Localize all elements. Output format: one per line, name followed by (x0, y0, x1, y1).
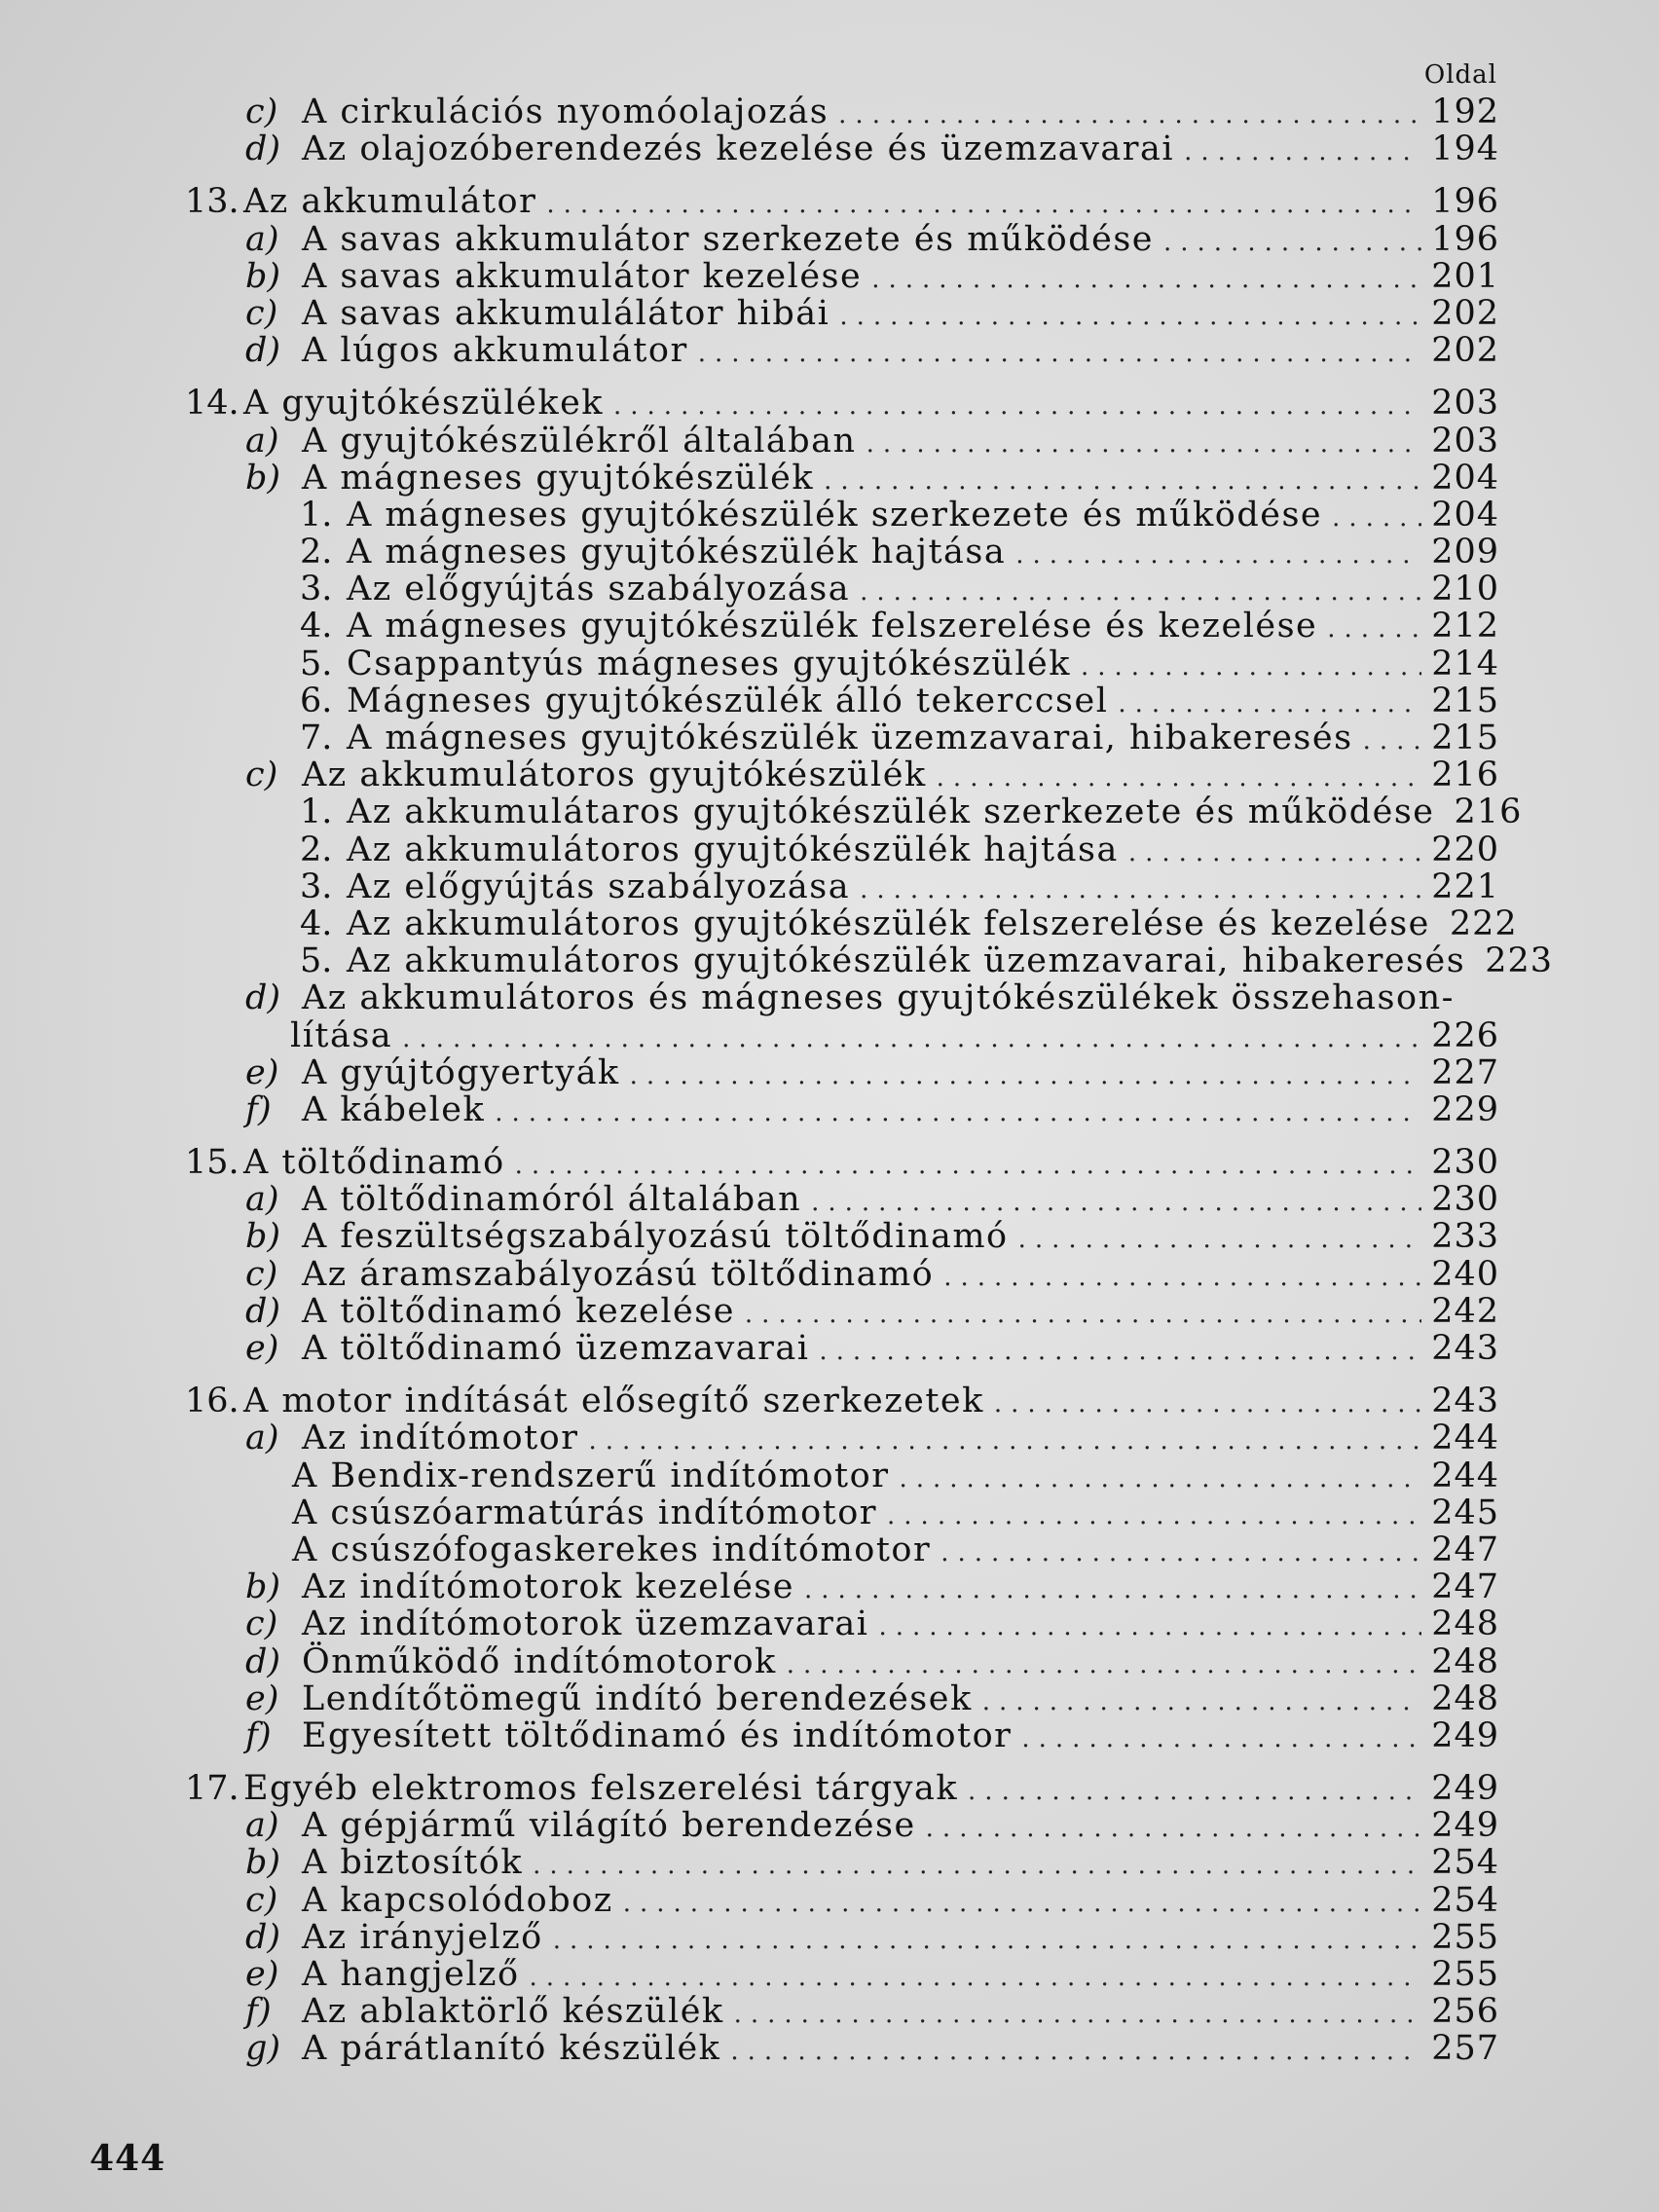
entry-title: Mágneses gyujtókészülék álló tekerccsel (347, 681, 1109, 720)
toc-chapter (166, 183, 1499, 220)
toc-entry (166, 1956, 1499, 1993)
toc-entry (166, 1643, 1499, 1680)
dot-leader (1128, 834, 1421, 871)
toc-entry (166, 1993, 1499, 2030)
entry-label: e) (245, 1329, 279, 1368)
entry-title: A mágneses gyujtókészülék (302, 458, 815, 498)
chapter-number: 14. (185, 384, 240, 424)
toc-entry (166, 571, 1499, 608)
toc-entry (166, 460, 1499, 497)
toc-entry (166, 682, 1499, 719)
toc-entry (166, 1807, 1499, 1844)
dot-leader (1184, 133, 1421, 170)
entry-label: 5. (300, 941, 333, 981)
entry-title: Az akkumulátaros gyujtókészülék szerkezete és működése (347, 793, 1435, 832)
dot-leader (937, 759, 1422, 796)
entry-page-number: 204 (1431, 495, 1499, 535)
entry-label: 4. (300, 903, 333, 943)
entry-title: A savas akkumulátor kezelése (302, 256, 863, 296)
toc-entry (166, 258, 1499, 295)
entry-page-number: 214 (1431, 644, 1499, 683)
entry-page-number: 201 (1431, 256, 1499, 296)
entry-page-number: 247 (1431, 1567, 1499, 1607)
dot-leader (1163, 224, 1421, 261)
dot-leader (495, 1094, 1421, 1131)
entry-title: A mágneses gyujtókészülék szerkezete és működése (347, 495, 1323, 535)
entry-label: d) (245, 1291, 281, 1331)
entry-title: A csúszófogaskerekes indítómotor (292, 1530, 932, 1569)
toc-entry (166, 332, 1499, 369)
entry-title: A gyujtókészülékről általában (302, 421, 857, 461)
entry-label: c) (245, 1254, 278, 1294)
toc-entry (166, 93, 1499, 130)
entry-page-number: 248 (1431, 1641, 1499, 1681)
dot-leader (926, 1810, 1422, 1847)
dot-leader (994, 1385, 1421, 1422)
dot-leader (871, 261, 1421, 298)
dot-leader (730, 2033, 1421, 2070)
entry-title: A savas akkumulálátor hibái (302, 293, 830, 333)
dot-leader (546, 186, 1421, 223)
toc-chapter (166, 385, 1499, 422)
toc-entry (166, 1256, 1499, 1293)
entry-label: 6. (300, 681, 333, 720)
dot-leader (553, 1922, 1421, 1959)
entry-page-number: 245 (1431, 1493, 1499, 1532)
toc-entry (166, 423, 1499, 460)
entry-label: e) (245, 1052, 279, 1092)
entry-title: Az indítómotor (302, 1419, 579, 1458)
entry-label: 2. (300, 533, 333, 572)
entry-label: b) (245, 1217, 281, 1257)
entry-title: A töltődinamó kezelése (302, 1291, 735, 1331)
dot-leader (878, 1608, 1421, 1645)
entry-page-number: 242 (1431, 1291, 1499, 1331)
entry-page-number: 202 (1431, 293, 1499, 333)
dot-leader (515, 1147, 1422, 1184)
chapter-number: 13. (185, 182, 240, 222)
entry-page-number: 254 (1431, 1880, 1499, 1920)
toc-entry (166, 1919, 1499, 1956)
toc-entry (166, 1531, 1499, 1568)
entry-label: 3. (300, 570, 333, 609)
entry-title: Lendítőtömegű indító berendezések (302, 1678, 973, 1718)
entry-page-number: 202 (1431, 331, 1499, 371)
entry-label: a) (245, 1180, 279, 1220)
dot-leader (734, 1996, 1422, 2033)
dot-leader (402, 1020, 1421, 1057)
entry-label: c) (245, 1880, 278, 1920)
entry-title: A kapcsolódoboz (302, 1880, 613, 1920)
entry-title: A töltődinamó (243, 1143, 505, 1183)
dot-leader (1327, 610, 1421, 647)
dot-leader (533, 1847, 1421, 1884)
entry-label: 2. (300, 830, 333, 869)
page-column-label: Oldal (1423, 60, 1497, 90)
entry-label: d) (245, 331, 281, 371)
entry-page-number: 240 (1431, 1254, 1499, 1294)
dot-leader (623, 1885, 1422, 1922)
toc-entry (166, 1680, 1499, 1717)
entry-page-number: 210 (1431, 570, 1499, 609)
entry-page-number: 227 (1431, 1052, 1499, 1092)
entry-page-number: 220 (1431, 830, 1499, 869)
entry-page-number: 248 (1431, 1604, 1499, 1644)
entry-label: 1. (300, 495, 333, 535)
dot-leader (824, 462, 1421, 499)
entry-label: a) (245, 1806, 279, 1846)
entry-label: d) (245, 978, 281, 1018)
toc-entry (166, 1457, 1499, 1494)
dot-leader (819, 1333, 1421, 1370)
toc-entry (166, 793, 1523, 832)
dot-leader (860, 871, 1421, 908)
dot-leader (866, 425, 1422, 462)
toc-chapter (166, 1382, 1499, 1419)
toc-entry (166, 295, 1499, 332)
entry-title: Az akkumulátor (243, 182, 537, 222)
entry-title: A töltődinamó üzemzavarai (302, 1329, 810, 1368)
entry-label: b) (245, 1843, 281, 1883)
entry-label: b) (245, 1567, 281, 1607)
entry-label: f) (245, 1992, 272, 2032)
entry-title: Egyéb elektromos felszerelési tárgyak (243, 1769, 959, 1809)
toc-entry (166, 1218, 1499, 1255)
toc-entry (166, 1419, 1499, 1456)
entry-page-number: 255 (1431, 1917, 1499, 1957)
dot-leader (1015, 536, 1421, 573)
entry-page-number: 203 (1431, 384, 1499, 424)
toc-entry (166, 608, 1499, 645)
toc-entry (166, 1017, 1499, 1054)
entry-title: Az indítómotorok kezelése (302, 1567, 795, 1607)
entry-title: A savas akkumulátor szerkezete és működése (302, 219, 1154, 259)
entry-label: 5. (300, 644, 333, 683)
dot-leader (968, 1773, 1421, 1810)
toc-entry (166, 645, 1499, 682)
table-of-contents (166, 92, 1553, 2069)
toc-entry (166, 1844, 1499, 1881)
entry-page-number: 226 (1431, 1015, 1499, 1055)
entry-page-number: 247 (1431, 1530, 1499, 1569)
dot-leader (787, 1646, 1421, 1683)
entry-page-number: 192 (1431, 92, 1499, 131)
dot-leader (1018, 1221, 1422, 1258)
toc-entry (166, 130, 1499, 167)
toc-entry (166, 756, 1499, 793)
chapter-number: 16. (185, 1382, 240, 1421)
entry-page-number: 249 (1431, 1806, 1499, 1846)
toc-entry (166, 1717, 1499, 1754)
entry-title: Az indítómotorok üzemzavarai (302, 1604, 869, 1644)
entry-title: A kábelek (302, 1089, 486, 1129)
entry-title: A töltődinamóról általában (302, 1180, 802, 1220)
entry-page-number: 215 (1431, 681, 1499, 720)
dot-leader (943, 1259, 1421, 1296)
entry-label: 3. (300, 866, 333, 906)
entry-page-number: 248 (1431, 1678, 1499, 1718)
entry-title: Az akkumulátoros gyujtókészülék felszerelése és kezelése (347, 903, 1430, 943)
entry-page-number: 230 (1431, 1180, 1499, 1220)
entry-page-number: 244 (1431, 1456, 1499, 1495)
dot-leader (887, 1497, 1421, 1534)
dot-leader (588, 1422, 1421, 1459)
entry-label: 4. (300, 607, 333, 646)
entry-page-number: 222 (1449, 903, 1518, 943)
entry-label: b) (245, 458, 281, 498)
entry-label: d) (245, 1917, 281, 1957)
chapter-number: 15. (185, 1143, 240, 1183)
dot-leader (811, 1184, 1421, 1221)
dot-leader (804, 1571, 1421, 1608)
entry-label: c) (245, 293, 278, 333)
toc-entry (166, 2030, 1499, 2067)
toc-entry (166, 868, 1499, 905)
dot-leader (839, 298, 1421, 335)
toc-chapter (166, 1770, 1499, 1807)
entry-title: Csappantyús mágneses gyujtókészülék (347, 644, 1071, 683)
entry-page-number: 254 (1431, 1843, 1499, 1883)
entry-label: 1. (300, 793, 333, 832)
entry-title: A csúszóarmatúrás indítómotor (292, 1493, 878, 1532)
entry-title: A gyújtógyertyák (302, 1052, 620, 1092)
dot-leader (1081, 648, 1421, 685)
entry-title: Az akkumulátoros gyujtókészülék hajtása (347, 830, 1119, 869)
entry-title: Az előgyújtás szabályozása (347, 570, 851, 609)
toc-entry (166, 1054, 1499, 1091)
toc-entry (166, 534, 1499, 571)
toc-entry (166, 831, 1499, 868)
entry-label: e) (245, 1678, 279, 1718)
entry-title: Az akkumulátoros és mágneses gyujtókészülékek összehason- (302, 978, 1455, 1018)
toc-entry (166, 1091, 1499, 1128)
entry-label: f) (245, 1089, 272, 1129)
entry-label: c) (245, 756, 278, 795)
entry-page-number: 216 (1454, 793, 1523, 832)
entry-page-number: 233 (1431, 1217, 1499, 1257)
entry-page-number: 255 (1431, 1955, 1499, 1994)
toc-entry (166, 1605, 1499, 1642)
toc-entry (166, 1330, 1499, 1367)
entry-label: d) (245, 129, 281, 169)
entry-title: A feszültségszabályozású töltődinamó (302, 1217, 1009, 1257)
entry-page-number: 230 (1431, 1143, 1499, 1183)
entry-label: g) (245, 2029, 281, 2069)
dot-leader (530, 1959, 1422, 1996)
toc-entry (166, 903, 1518, 943)
entry-page-number: 249 (1431, 1715, 1499, 1755)
chapter-number: 17. (185, 1769, 240, 1809)
entry-page-number: 216 (1431, 756, 1499, 795)
entry-title: A párátlanító készülék (302, 2029, 721, 2069)
entry-title: Az előgyújtás szabályozása (347, 866, 851, 906)
entry-title: A mágneses gyujtókészülék felszerelése és kezelése (347, 607, 1318, 646)
dot-leader (698, 335, 1422, 372)
toc-entry (166, 941, 1553, 981)
dot-leader (1363, 722, 1422, 759)
toc-chapter (166, 1144, 1499, 1181)
entry-label: a) (245, 421, 279, 461)
entry-page-number: 209 (1431, 533, 1499, 572)
dot-leader (838, 96, 1421, 133)
toc-entry (166, 221, 1499, 258)
entry-title: Az irányjelző (302, 1917, 543, 1957)
entry-label: c) (245, 1604, 278, 1644)
entry-page-number: 221 (1431, 866, 1499, 906)
dot-leader (1332, 499, 1421, 536)
entry-title: Az akkumulátoros gyujtókészülék üzemzavarai, hibakeresés (347, 941, 1466, 981)
entry-page-number: 256 (1431, 1992, 1499, 2032)
entry-title: Önműködő indítómotorok (302, 1641, 777, 1681)
entry-page-number: 244 (1431, 1419, 1499, 1458)
entry-page-number: 204 (1431, 458, 1499, 498)
dot-leader (745, 1296, 1421, 1333)
dot-leader (982, 1683, 1421, 1720)
entry-page-number: 229 (1431, 1089, 1499, 1129)
entry-page-number: 215 (1431, 719, 1499, 757)
entry-page-number: 243 (1431, 1382, 1499, 1421)
entry-title: Egyesített töltődinamó és indítómotor (302, 1715, 1013, 1755)
entry-page-number: 249 (1431, 1769, 1499, 1809)
entry-label: a) (245, 1419, 279, 1458)
entry-label: e) (245, 1955, 279, 1994)
entry-page-number: 243 (1431, 1329, 1499, 1368)
toc-entry (166, 497, 1499, 534)
entry-page-number: 223 (1485, 941, 1553, 981)
entry-label: b) (245, 256, 281, 296)
entry-title: A cirkulációs nyomóolajozás (302, 92, 830, 131)
dot-leader (613, 387, 1421, 424)
dot-leader (899, 1460, 1421, 1497)
toc-entry (166, 979, 1499, 1016)
entry-label: a) (245, 219, 279, 259)
entry-title: A mágneses gyujtókészülék hajtása (347, 533, 1007, 572)
toc-entry (166, 1568, 1499, 1605)
entry-page-number: 196 (1431, 219, 1499, 259)
entry-page-number: 257 (1431, 2029, 1499, 2069)
toc-entry (166, 1181, 1499, 1218)
dot-leader (860, 573, 1421, 610)
entry-title: Az áramszabályozású töltődinamó (302, 1254, 935, 1294)
dot-leader (1021, 1720, 1421, 1757)
page-number: 444 (90, 2138, 166, 2179)
entry-label: d) (245, 1641, 281, 1681)
entry-title: A hangjelző (302, 1955, 520, 1994)
entry-title: A gépjármű világító berendezése (302, 1806, 916, 1846)
entry-title: Az olajozóberendezés kezelése és üzemzavarai (302, 129, 1175, 169)
dot-leader (1118, 685, 1421, 722)
entry-page-number: 196 (1431, 182, 1499, 222)
toc-entry (166, 1494, 1499, 1531)
entry-title: Az ablaktörlő készülék (302, 1992, 724, 2032)
toc-entry (166, 1293, 1499, 1330)
entry-title: A mágneses gyujtókészülék üzemzavarai, hibakeresés (347, 719, 1353, 757)
entry-title: Az akkumulátoros gyujtókészülék (302, 756, 927, 795)
dot-leader (940, 1534, 1421, 1571)
entry-label: f) (245, 1715, 272, 1755)
entry-title: A motor indítását elősegítő szerkezetek (243, 1382, 984, 1421)
entry-title: A gyujtókészülékek (243, 384, 605, 424)
entry-title: A Bendix-rendszerű indítómotor (292, 1456, 890, 1495)
entry-page-number: 194 (1431, 129, 1499, 169)
entry-label: c) (245, 92, 278, 131)
entry-title: lítása (290, 1015, 393, 1055)
dot-leader (630, 1057, 1422, 1094)
toc-entry (166, 719, 1499, 756)
entry-label: 7. (300, 719, 333, 757)
entry-page-number: 212 (1431, 607, 1499, 646)
entry-page-number: 203 (1431, 421, 1499, 461)
entry-title: A biztosítók (302, 1843, 524, 1883)
toc-entry (166, 1882, 1499, 1919)
entry-title: A lúgos akkumulátor (302, 331, 688, 371)
